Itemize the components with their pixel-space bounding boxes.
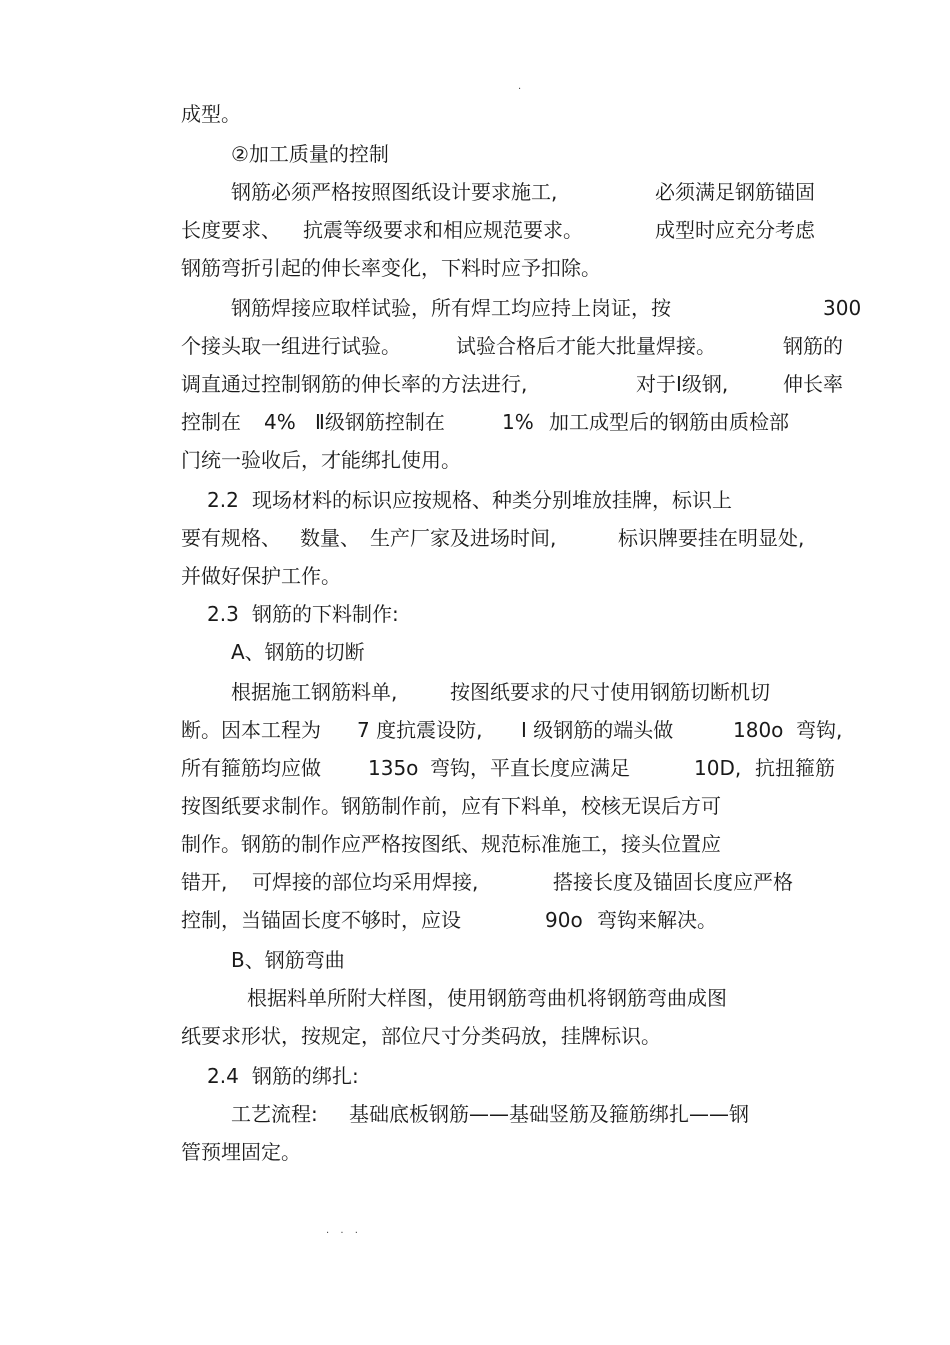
text-segment: 生产厂家及进场时间,	[370, 526, 557, 550]
text-segment: 2.2	[207, 488, 239, 512]
text-segment: 基础底板钢筋——基础竖筋及箍筋绑扎——钢	[349, 1102, 749, 1126]
header-mark: .	[518, 81, 522, 92]
text-segment: 钢筋必须严格按照图纸设计要求施工,	[231, 180, 558, 204]
text-segment: 加工成型后的钢筋由质检部	[549, 410, 789, 434]
text-segment: 成型。	[181, 102, 241, 126]
text-segment: 数量、	[300, 526, 360, 550]
text-segment: 搭接长度及锚固长度应严格	[553, 870, 793, 894]
text-segment: 钢筋的下料制作:	[252, 602, 399, 626]
text-segment: 试验合格后才能大批量焊接。	[456, 334, 716, 358]
text-segment: B、钢筋弯曲	[231, 948, 345, 972]
text-segment: 根据料单所附大样图，使用钢筋弯曲机将钢筋弯曲成图	[247, 986, 727, 1010]
text-segment: 必须满足钢筋锚固	[655, 180, 815, 204]
text-segment: 工艺流程:	[231, 1102, 318, 1126]
text-segment: 300	[823, 296, 862, 320]
text-segment: 纸要求形状，按规定，部位尺寸分类码放，挂牌标识。	[181, 1024, 661, 1048]
text-segment: 所有箍筋均应做	[181, 756, 321, 780]
text-segment: 要有规格、	[181, 526, 281, 550]
text-segment: 钢筋焊接应取样试验，所有焊工均应持上岗证，按	[231, 296, 671, 320]
text-segment: 根据施工钢筋料单,	[231, 680, 398, 704]
text-segment: 对于Ⅰ级钢,	[636, 372, 729, 396]
text-segment: 门统一验收后，才能绑扎使用。	[181, 448, 461, 472]
text-segment: 断。因本工程为	[181, 718, 321, 742]
text-segment: 1%	[502, 410, 534, 434]
text-segment: 弯钩，平直长度应满足	[430, 756, 630, 780]
text-segment: 成型时应充分考虑	[655, 218, 815, 242]
text-segment: 按图纸要求的尺寸使用钢筋切断机切	[450, 680, 770, 704]
text-segment: 长度要求、	[181, 218, 281, 242]
text-segment: 90o	[545, 908, 583, 932]
text-segment: 现场材料的标识应按规格、种类分别堆放挂牌，标识上	[252, 488, 732, 512]
text-segment: 可焊接的部位均采用焊接,	[252, 870, 479, 894]
text-segment: 管预埋固定。	[181, 1140, 301, 1164]
text-segment: 伸长率	[783, 372, 843, 396]
text-segment: 并做好保护工作。	[181, 564, 341, 588]
text-segment: 7 度抗震设防,	[357, 718, 483, 742]
text-segment: 钢筋的绑扎:	[252, 1064, 359, 1088]
text-segment: 弯钩,	[796, 718, 843, 742]
text-segment: Ⅱ级钢筋控制在	[315, 410, 445, 434]
text-segment: 控制在	[181, 410, 241, 434]
text-segment: 4%	[264, 410, 296, 434]
text-segment: 标识牌要挂在明显处,	[618, 526, 805, 550]
text-segment: 制作。钢筋的制作应严格按图纸、规范标准施工，接头位置应	[181, 832, 721, 856]
text-segment: 控制，当锚固长度不够时，应设	[181, 908, 461, 932]
text-segment: 10D,	[694, 756, 742, 780]
text-segment: 抗扭箍筋	[755, 756, 835, 780]
text-segment: 错开,	[181, 870, 228, 894]
text-segment: 弯钩来解决。	[597, 908, 717, 932]
text-segment: 按图纸要求制作。钢筋制作前，应有下料单，校核无误后方可	[181, 794, 721, 818]
text-segment: 钢筋的	[783, 334, 843, 358]
footer-mark: . . .	[326, 1225, 362, 1236]
text-segment: 个接头取一组进行试验。	[181, 334, 401, 358]
text-segment: 180o	[733, 718, 784, 742]
text-segment: 135o	[368, 756, 419, 780]
text-segment: A、钢筋的切断	[231, 640, 365, 664]
text-segment: 2.3	[207, 602, 239, 626]
text-segment: 2.4	[207, 1064, 239, 1088]
text-segment: 钢筋弯折引起的伸长率变化，下料时应予扣除。	[181, 256, 601, 280]
text-segment: 调直通过控制钢筋的伸长率的方法进行,	[181, 372, 528, 396]
text-segment: 抗震等级要求和相应规范要求。	[303, 218, 583, 242]
text-segment: ②加工质量的控制	[231, 142, 389, 166]
text-segment: Ⅰ 级钢筋的端头做	[521, 718, 674, 742]
